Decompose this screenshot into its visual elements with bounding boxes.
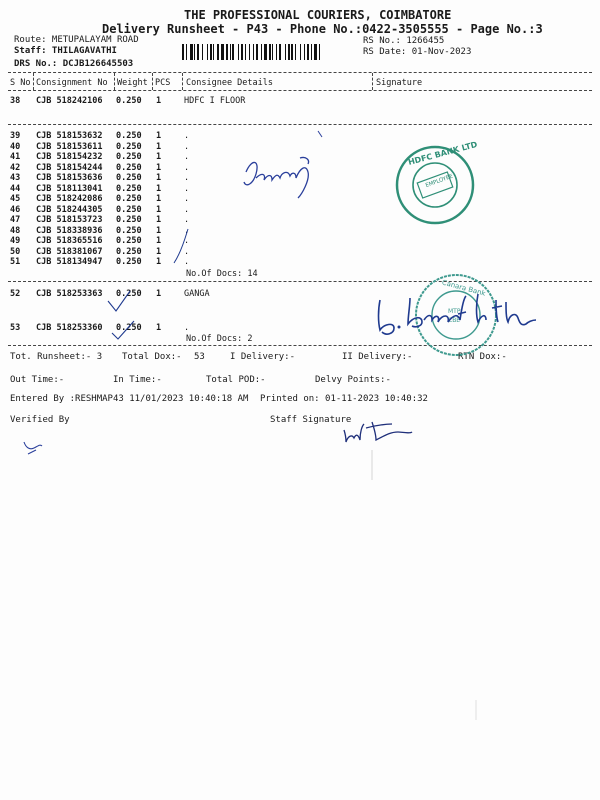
rs-number: RS No.: 1266455: [363, 36, 445, 46]
col-header-pcs: PCS: [155, 78, 171, 88]
weight-cell: 0.250: [116, 152, 142, 162]
weight-cell: 0.250: [116, 246, 142, 257]
weight-cell: 0.250: [116, 183, 142, 194]
consignee-cell: .: [184, 204, 190, 215]
consignee-cell: .: [184, 257, 190, 267]
check-mark: [112, 321, 134, 339]
consignment-cell: CJB 518253360: [36, 323, 103, 333]
company-name: THE PROFESSIONAL COURIERS, COIMBATORE: [184, 8, 452, 22]
verified-by: Verified By: [10, 415, 70, 425]
sno-cell: 48: [10, 225, 21, 236]
sno-cell: 38: [10, 96, 21, 106]
consignee-cell: .: [184, 183, 190, 194]
staff-initials: [344, 422, 412, 442]
rs-date: RS Date: 01-Nov-2023: [363, 47, 472, 57]
consignee-cell: .: [184, 162, 190, 173]
pcs-cell: 1: [156, 131, 162, 141]
pcs-cell: 1: [156, 289, 162, 299]
consignment-cell: CJB 518381067: [36, 246, 103, 257]
weight-cell: 0.250: [116, 204, 142, 215]
consignee-cell: .: [184, 152, 190, 162]
weight-cell: 0.250: [116, 323, 142, 333]
weight-cell: 0.250: [116, 141, 142, 152]
staff-signature-label: Staff Signature: [270, 415, 352, 425]
sno-cell: 40: [10, 141, 21, 152]
staff-label: Staff: THILAGAVATHI: [14, 46, 117, 56]
weight-cell: 0.250: [116, 131, 142, 141]
sno-cell: 42: [10, 162, 21, 173]
weight-cell: 0.250: [116, 215, 142, 225]
weight-cell: 0.250: [116, 173, 142, 183]
sno-cell: 46: [10, 204, 21, 215]
rtn-dox: RTN Dox:-: [458, 352, 507, 362]
bracket-mark: [174, 229, 188, 263]
col-header-consignment: Consignment No: [36, 78, 108, 88]
pcs-cell: 1: [156, 236, 162, 246]
pcs-cell: 1: [156, 323, 162, 333]
pcs-cell: 1: [156, 96, 162, 106]
sno-cell: 47: [10, 215, 21, 225]
consignment-cell: CJB 518365516: [36, 236, 103, 246]
signature-devaraj: [244, 131, 322, 198]
consignee-cell: .: [184, 173, 190, 183]
stamp-ring-text: HDFC BANK LTD: [407, 139, 479, 167]
consignee-cell: .: [184, 236, 190, 246]
pcs-cell: 1: [156, 257, 162, 267]
sno-cell: 43: [10, 173, 21, 183]
consignment-cell: CJB 518153636: [36, 173, 103, 183]
consignee-cell: .: [184, 225, 190, 236]
docs-count: No.Of Docs: 14: [186, 269, 258, 279]
verifier-initials: [24, 442, 42, 454]
consignment-cell: CJB 518153632: [36, 131, 103, 141]
pcs-cell: 1: [156, 246, 162, 257]
entered-by: Entered By :RESHMAP43 11/01/2023 10:40:18 AM: [10, 394, 249, 404]
weight-cell: 0.250: [116, 162, 142, 173]
pcs-cell: 1: [156, 183, 162, 194]
weight-cell: 0.250: [116, 194, 142, 204]
pcs-cell: 1: [156, 141, 162, 152]
pcs-cell: 1: [156, 225, 162, 236]
route-label: Route: METUPALAYAM ROAD: [14, 35, 139, 45]
consignee-cell: .: [184, 131, 190, 141]
sno-cell: 44: [10, 183, 21, 194]
total-dox-label: Total Dox:-: [122, 352, 182, 362]
consignee-cell: GANGA: [184, 289, 210, 299]
col-header-signature: Signature: [376, 78, 423, 88]
consignment-cell: CJB 518113041: [36, 183, 103, 194]
docs-count: No.Of Docs: 2: [186, 334, 253, 344]
consignment-cell: CJB 518153723: [36, 215, 103, 225]
bank-stamp-1: [397, 140, 479, 223]
consignment-cell: CJB 518134947: [36, 257, 103, 267]
check-mark: [108, 291, 130, 311]
consignment-cell: CJB 518253363: [36, 289, 103, 299]
col-header-consignee: Consignee Details: [186, 78, 273, 88]
pcs-cell: 1: [156, 215, 162, 225]
sno-cell: 39: [10, 131, 21, 141]
col-header-weight: Weight: [117, 78, 148, 88]
consignment-cell: CJB 518338936: [36, 225, 103, 236]
consignment-cell: CJB 518242086: [36, 194, 103, 204]
consignment-cell: CJB 518242106: [36, 96, 103, 106]
in-time: In Time:-: [113, 375, 162, 385]
svg-text:MTP: MTP: [448, 308, 461, 315]
stamp-inner-text: EMPLOYEE: [424, 173, 454, 190]
sno-cell: 51: [10, 257, 21, 267]
weight-cell: 0.250: [116, 236, 142, 246]
weight-cell: 0.250: [116, 289, 142, 299]
sno-cell: 49: [10, 236, 21, 246]
out-time: Out Time:-: [10, 375, 65, 385]
ii-delivery: II Delivery:-: [342, 352, 413, 362]
consignee-cell: .: [184, 323, 190, 333]
col-header-sno: S No: [10, 78, 31, 88]
total-dox-value: 53: [194, 352, 205, 362]
sno-cell: 45: [10, 194, 21, 204]
svg-text:CBE: CBE: [448, 317, 461, 324]
weight-cell: 0.250: [116, 96, 142, 106]
pcs-cell: 1: [156, 194, 162, 204]
sno-cell: 50: [10, 246, 21, 257]
sno-cell: 52: [10, 289, 21, 299]
consignment-cell: CJB 518154244: [36, 162, 103, 173]
consignee-cell: .: [184, 215, 190, 225]
runsheet-title: Delivery Runsheet - P43 - Phone No.:0422-3505555 - Page No.:3: [102, 22, 543, 36]
consignee-cell: .: [184, 246, 190, 257]
weight-cell: 0.250: [116, 257, 142, 267]
drs-number: DRS No.: DCJB126645503: [14, 59, 134, 69]
pcs-cell: 1: [156, 204, 162, 215]
consignment-cell: CJB 518153611: [36, 141, 103, 152]
consignee-cell: .: [184, 141, 190, 152]
pcs-cell: 1: [156, 173, 162, 183]
sno-cell: 53: [10, 323, 21, 333]
consignee-cell: HDFC I FLOOR: [184, 96, 246, 106]
printed-on: Printed on: 01-11-2023 10:40:32: [260, 394, 428, 404]
consignment-cell: CJB 518244305: [36, 204, 103, 215]
consignment-cell: CJB 518154232: [36, 152, 103, 162]
sno-cell: 41: [10, 152, 21, 162]
consignee-cell: .: [184, 194, 190, 204]
stamp-ring-text: Canara Bank: [440, 278, 487, 298]
pcs-cell: 1: [156, 162, 162, 173]
total-runsheet: Tot. Runsheet:- 3: [10, 352, 103, 362]
delvy-points: Delvy Points:-: [315, 375, 391, 385]
total-pod: Total POD:-: [206, 375, 266, 385]
pcs-cell: 1: [156, 152, 162, 162]
weight-cell: 0.250: [116, 225, 142, 236]
i-delivery: I Delivery:-: [230, 352, 296, 362]
